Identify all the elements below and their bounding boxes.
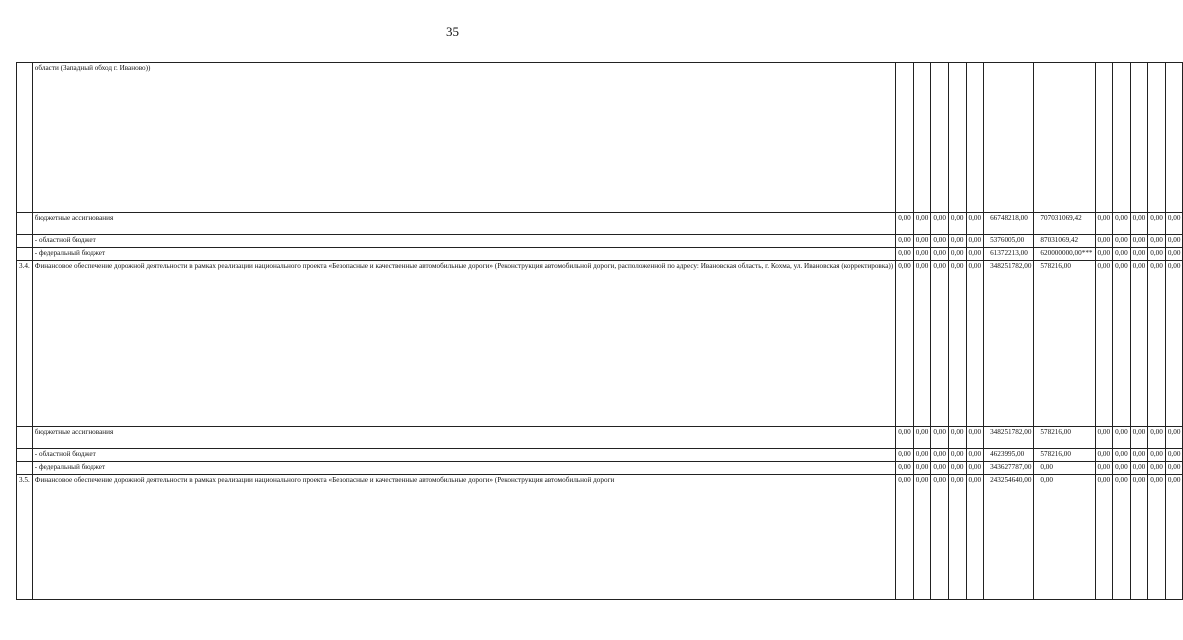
value-cell: 0,00 (1148, 427, 1166, 449)
value-cell: 0,00 (931, 475, 949, 600)
value-cell: 87031069,42 (1034, 235, 1095, 248)
value-cell: 0,00 (1095, 213, 1113, 235)
value-cell: 0,00 (1113, 462, 1131, 475)
row-description-cell: - областной бюджет (32, 235, 895, 248)
value-cell: 0,00 (1130, 235, 1148, 248)
value-cell: 0,00 (1034, 475, 1095, 600)
value-cell: 243254640,00 (984, 475, 1034, 600)
value-cell: 0,00 (1113, 427, 1131, 449)
value-cell: 0,00 (948, 449, 966, 462)
value-cell: 0,00 (948, 462, 966, 475)
value-cell (1113, 63, 1131, 213)
value-cell: 0,00 (966, 462, 984, 475)
value-cell (984, 63, 1034, 213)
value-cell (948, 63, 966, 213)
value-cell: 0,00 (1095, 261, 1113, 427)
value-cell (913, 63, 931, 213)
value-cell: 0,00 (896, 235, 914, 248)
table-row (17, 235, 1183, 248)
table-row (17, 213, 1183, 235)
value-cell: 0,00 (913, 261, 931, 427)
value-cell: 0,00 (931, 213, 949, 235)
value-cell: 0,00 (1095, 462, 1113, 475)
value-cell: 0,00 (1165, 427, 1183, 449)
value-cell: 0,00 (1130, 449, 1148, 462)
value-cell: 0,00 (1148, 475, 1166, 600)
value-cell: 0,00 (913, 213, 931, 235)
value-cell: 0,00 (931, 427, 949, 449)
budget-table (16, 62, 1183, 600)
table-row (17, 427, 1183, 449)
value-cell: 0,00 (913, 235, 931, 248)
row-number-cell (17, 449, 33, 462)
table-body (17, 63, 1183, 600)
table-row (17, 261, 1183, 427)
value-cell: 0,00 (1130, 248, 1148, 261)
value-cell: 0,00 (896, 261, 914, 427)
value-cell: 0,00 (1095, 475, 1113, 600)
value-cell: 0,00 (1113, 248, 1131, 261)
value-cell: 0,00 (1113, 235, 1131, 248)
value-cell: 0,00 (1034, 462, 1095, 475)
value-cell (1095, 63, 1113, 213)
value-cell: 0,00 (966, 213, 984, 235)
value-cell (1148, 63, 1166, 213)
value-cell: 348251782,00 (984, 427, 1034, 449)
value-cell: 0,00 (896, 449, 914, 462)
value-cell: 0,00 (1165, 213, 1183, 235)
value-cell: 0,00 (1095, 427, 1113, 449)
value-cell: 0,00 (948, 427, 966, 449)
table-row (17, 475, 1183, 600)
value-cell: 0,00 (1148, 462, 1166, 475)
value-cell: 0,00 (1130, 462, 1148, 475)
value-cell: 0,00 (1130, 213, 1148, 235)
value-cell: 0,00 (931, 248, 949, 261)
row-description-cell: бюджетные ассигнования (32, 213, 895, 235)
value-cell: 0,00 (1148, 213, 1166, 235)
value-cell: 578216,00 (1034, 427, 1095, 449)
value-cell: 0,00 (966, 235, 984, 248)
value-cell: 0,00 (1165, 248, 1183, 261)
row-number-cell: 3.5. (17, 475, 33, 600)
value-cell: 0,00 (896, 475, 914, 600)
value-cell: 0,00 (1113, 449, 1131, 462)
row-description-cell: Финансовое обеспечение дорожной деятельности в рамках реализации национального проекта «Безопасные и качественные автомобильные дороги» (Реконструкция автомобильной дороги, расположенной по адресу: Ивановская область, г. Кохма, ул. Ивановская (корректировка)) (32, 261, 895, 427)
value-cell: 0,00 (1148, 449, 1166, 462)
value-cell: 0,00 (966, 427, 984, 449)
row-description-cell: - федеральный бюджет (32, 462, 895, 475)
value-cell: 0,00 (948, 261, 966, 427)
value-cell: 343627787,00 (984, 462, 1034, 475)
row-number-cell (17, 63, 33, 213)
value-cell: 0,00 (1113, 261, 1131, 427)
value-cell: 707031069,42 (1034, 213, 1095, 235)
value-cell: 0,00 (948, 235, 966, 248)
value-cell: 0,00 (913, 475, 931, 600)
value-cell (966, 63, 984, 213)
value-cell: 61372213,00 (984, 248, 1034, 261)
value-cell: 0,00 (913, 248, 931, 261)
value-cell: 0,00 (1130, 427, 1148, 449)
value-cell: 0,00 (1113, 213, 1131, 235)
value-cell (1165, 63, 1183, 213)
value-cell (1130, 63, 1148, 213)
value-cell: 578216,00 (1034, 261, 1095, 427)
row-number-cell (17, 235, 33, 248)
value-cell: 0,00 (1165, 235, 1183, 248)
row-number-cell (17, 462, 33, 475)
table-row (17, 63, 1183, 213)
table-row (17, 462, 1183, 475)
row-number-cell (17, 248, 33, 261)
value-cell: 4623995,00 (984, 449, 1034, 462)
row-number-cell: 3.4. (17, 261, 33, 427)
row-description-cell: области (Западный обход г. Иваново)) (32, 63, 895, 213)
value-cell: 0,00 (966, 475, 984, 600)
value-cell: 0,00 (1095, 449, 1113, 462)
value-cell: 0,00 (913, 449, 931, 462)
row-description-cell: Финансовое обеспечение дорожной деятельности в рамках реализации национального проекта «Безопасные и качественные автомобильные дороги» (Реконструкция автомобильной дороги (32, 475, 895, 600)
value-cell: 0,00 (896, 213, 914, 235)
value-cell: 0,00 (1148, 261, 1166, 427)
value-cell (931, 63, 949, 213)
value-cell: 0,00 (1095, 235, 1113, 248)
value-cell: 0,00 (896, 248, 914, 261)
row-description-cell: бюджетные ассигнования (32, 427, 895, 449)
value-cell: 0,00 (948, 475, 966, 600)
value-cell: 0,00 (1148, 248, 1166, 261)
value-cell: 5376005,00 (984, 235, 1034, 248)
value-cell: 0,00 (913, 462, 931, 475)
value-cell: 0,00 (966, 261, 984, 427)
table-row (17, 248, 1183, 261)
value-cell: 620000000,00*** (1034, 248, 1095, 261)
value-cell: 0,00 (966, 449, 984, 462)
value-cell: 0,00 (948, 248, 966, 261)
value-cell: 0,00 (1148, 235, 1166, 248)
value-cell: 0,00 (1130, 475, 1148, 600)
value-cell: 0,00 (931, 462, 949, 475)
value-cell: 0,00 (931, 235, 949, 248)
value-cell: 0,00 (1130, 261, 1148, 427)
value-cell: 0,00 (1095, 248, 1113, 261)
row-number-cell (17, 427, 33, 449)
value-cell: 0,00 (896, 462, 914, 475)
row-description-cell: - федеральный бюджет (32, 248, 895, 261)
value-cell: 0,00 (1165, 449, 1183, 462)
value-cell: 0,00 (1165, 475, 1183, 600)
value-cell: 0,00 (948, 213, 966, 235)
value-cell: 0,00 (1113, 475, 1131, 600)
value-cell: 0,00 (966, 248, 984, 261)
value-cell: 0,00 (931, 261, 949, 427)
value-cell (1034, 63, 1095, 213)
table-row (17, 449, 1183, 462)
value-cell: 578216,00 (1034, 449, 1095, 462)
value-cell: 0,00 (896, 427, 914, 449)
value-cell: 0,00 (931, 449, 949, 462)
row-number-cell (17, 213, 33, 235)
value-cell (896, 63, 914, 213)
row-description-cell: - областной бюджет (32, 449, 895, 462)
value-cell: 348251782,00 (984, 261, 1034, 427)
value-cell: 66748218,00 (984, 213, 1034, 235)
value-cell: 0,00 (913, 427, 931, 449)
value-cell: 0,00 (1165, 462, 1183, 475)
value-cell: 0,00 (1165, 261, 1183, 427)
page-number: 35 (446, 24, 459, 39)
